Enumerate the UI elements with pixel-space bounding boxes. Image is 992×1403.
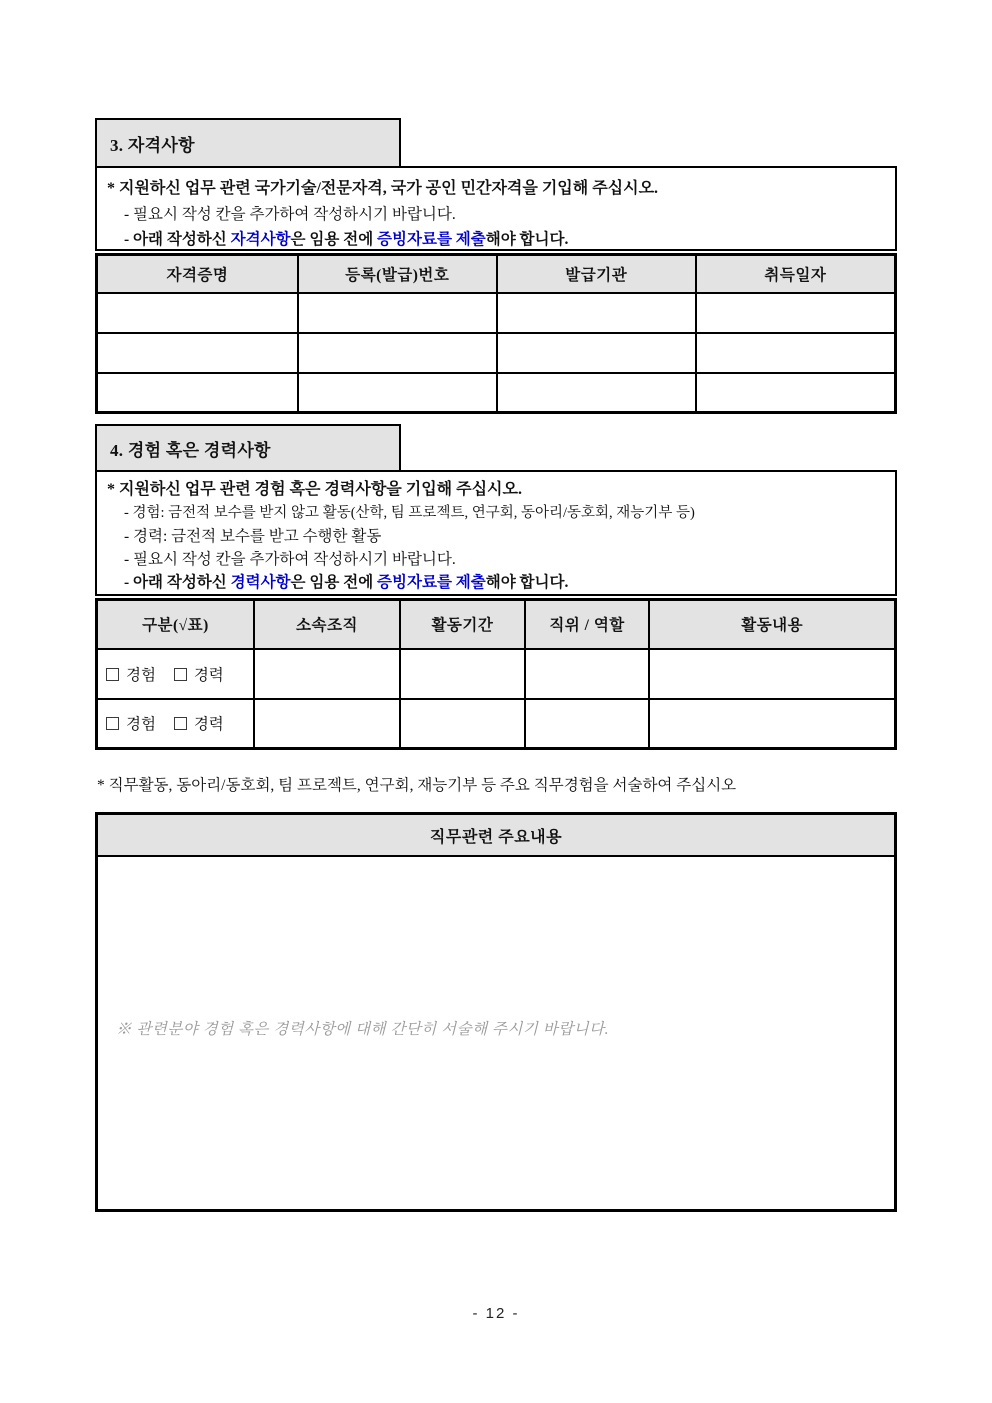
section4-tab [95, 424, 401, 472]
experience-header-row [97, 600, 896, 649]
job-content-box-body[interactable] [98, 857, 894, 1209]
table-row [97, 333, 896, 373]
section3-instruction-sub1: - 필요시 작성 칸을 추가하여 작성하시기 바랍니다. [124, 206, 456, 223]
table-row [97, 649, 896, 699]
col-category: 구분(√표) [97, 600, 254, 649]
category-checkbox-cell [97, 649, 254, 699]
section3-tab [95, 118, 401, 168]
job-content-placeholder: ※ 관련분야 경험 혹은 경력사항에 대해 간단히 서술해 주시기 바랍니다. [116, 1021, 609, 1038]
section4-instruction-sub4 [107, 571, 885, 595]
section3-instructions-box [95, 166, 897, 251]
empty-cell[interactable] [696, 333, 896, 373]
job-content-box-title: 직무관련 주요내용 [98, 815, 894, 857]
text-part: 은 임용 전에 [290, 231, 378, 248]
job-content-box [95, 812, 897, 1212]
highlight-evidence: 증빙자료를 제출 [377, 574, 486, 591]
empty-cell[interactable] [97, 293, 298, 333]
empty-cell[interactable] [97, 373, 298, 413]
checkbox-career[interactable] [174, 668, 187, 681]
checkbox-experience[interactable] [106, 668, 119, 681]
empty-cell[interactable] [649, 649, 895, 699]
checkbox-experience[interactable] [106, 717, 119, 730]
text-part: - 아래 작성하신 [124, 574, 231, 591]
text-part: 해야 합니다. [485, 231, 569, 248]
empty-cell[interactable] [525, 699, 650, 749]
section4-instruction-main: * 지원하신 업무 관련 경험 혹은 경력사항을 기입해 주십시오. [107, 481, 522, 498]
page-number: - 12 - [472, 1305, 520, 1322]
section3-title: 3. 자격사항 [110, 135, 195, 155]
checkbox-label-career: 경력 [193, 666, 224, 684]
col-reg-number: 등록(발급)번호 [298, 255, 497, 293]
empty-cell[interactable] [497, 333, 696, 373]
section4-instruction-sub1: - 경험: 금전적 보수를 받지 않고 활동(산학, 팀 프로젝트, 연구회, 동아리/동호회, 재능기부 등) [124, 505, 695, 521]
empty-cell[interactable] [696, 293, 896, 333]
category-checkbox-cell [97, 699, 254, 749]
empty-cell[interactable] [497, 293, 696, 333]
section4-instructions-box [95, 470, 897, 596]
text-part: 해야 합니다. [485, 574, 569, 591]
section4-title: 4. 경험 혹은 경력사항 [110, 440, 271, 460]
experience-table [95, 598, 897, 750]
col-acquired-date: 취득일자 [696, 255, 896, 293]
empty-cell[interactable] [298, 293, 497, 333]
highlight-evidence: 증빙자료를 제출 [377, 231, 486, 248]
table-row [97, 293, 896, 333]
col-issuer: 발급기관 [497, 255, 696, 293]
section4-instruction-sub3: - 필요시 작성 칸을 추가하여 작성하시기 바랍니다. [124, 551, 456, 568]
text-part: 은 임용 전에 [290, 574, 378, 591]
table-row [97, 699, 896, 749]
text-part: - 아래 작성하신 [124, 231, 231, 248]
empty-cell[interactable] [525, 649, 650, 699]
checkbox-label-experience: 경험 [126, 716, 156, 734]
col-position-role: 직위 / 역할 [525, 600, 650, 649]
empty-cell[interactable] [696, 373, 896, 413]
empty-cell[interactable] [254, 649, 400, 699]
section3-instruction-sub2 [107, 227, 885, 252]
job-experience-note: * 직무활동, 동아리/동호회, 팀 프로젝트, 연구회, 재능기부 등 주요 직무경험을 서술하여 주십시오 [97, 777, 737, 794]
checkbox-label-career: 경력 [193, 716, 224, 734]
highlight-career: 경력사항 [230, 574, 291, 591]
checkbox-career[interactable] [174, 717, 187, 730]
empty-cell[interactable] [298, 333, 497, 373]
empty-cell[interactable] [400, 649, 525, 699]
empty-cell[interactable] [298, 373, 497, 413]
col-activity-detail: 활동내용 [649, 600, 895, 649]
qualifications-header-row [97, 255, 896, 293]
empty-cell[interactable] [497, 373, 696, 413]
col-cert-name: 자격증명 [97, 255, 298, 293]
qualifications-table [95, 253, 897, 414]
empty-cell[interactable] [649, 699, 895, 749]
empty-cell[interactable] [254, 699, 400, 749]
col-period: 활동기간 [400, 600, 525, 649]
col-organization: 소속조직 [254, 600, 400, 649]
section3-instruction-main: * 지원하신 업무 관련 국가기술/전문자격, 국가 공인 민간자격을 기입해 주십시오. [107, 180, 659, 197]
empty-cell[interactable] [400, 699, 525, 749]
section4-instruction-sub2: - 경력: 금전적 보수를 받고 수행한 활동 [124, 528, 382, 545]
highlight-qualifications: 자격사항 [230, 231, 291, 248]
table-row [97, 373, 896, 413]
checkbox-label-experience: 경험 [126, 666, 156, 684]
empty-cell[interactable] [97, 333, 298, 373]
